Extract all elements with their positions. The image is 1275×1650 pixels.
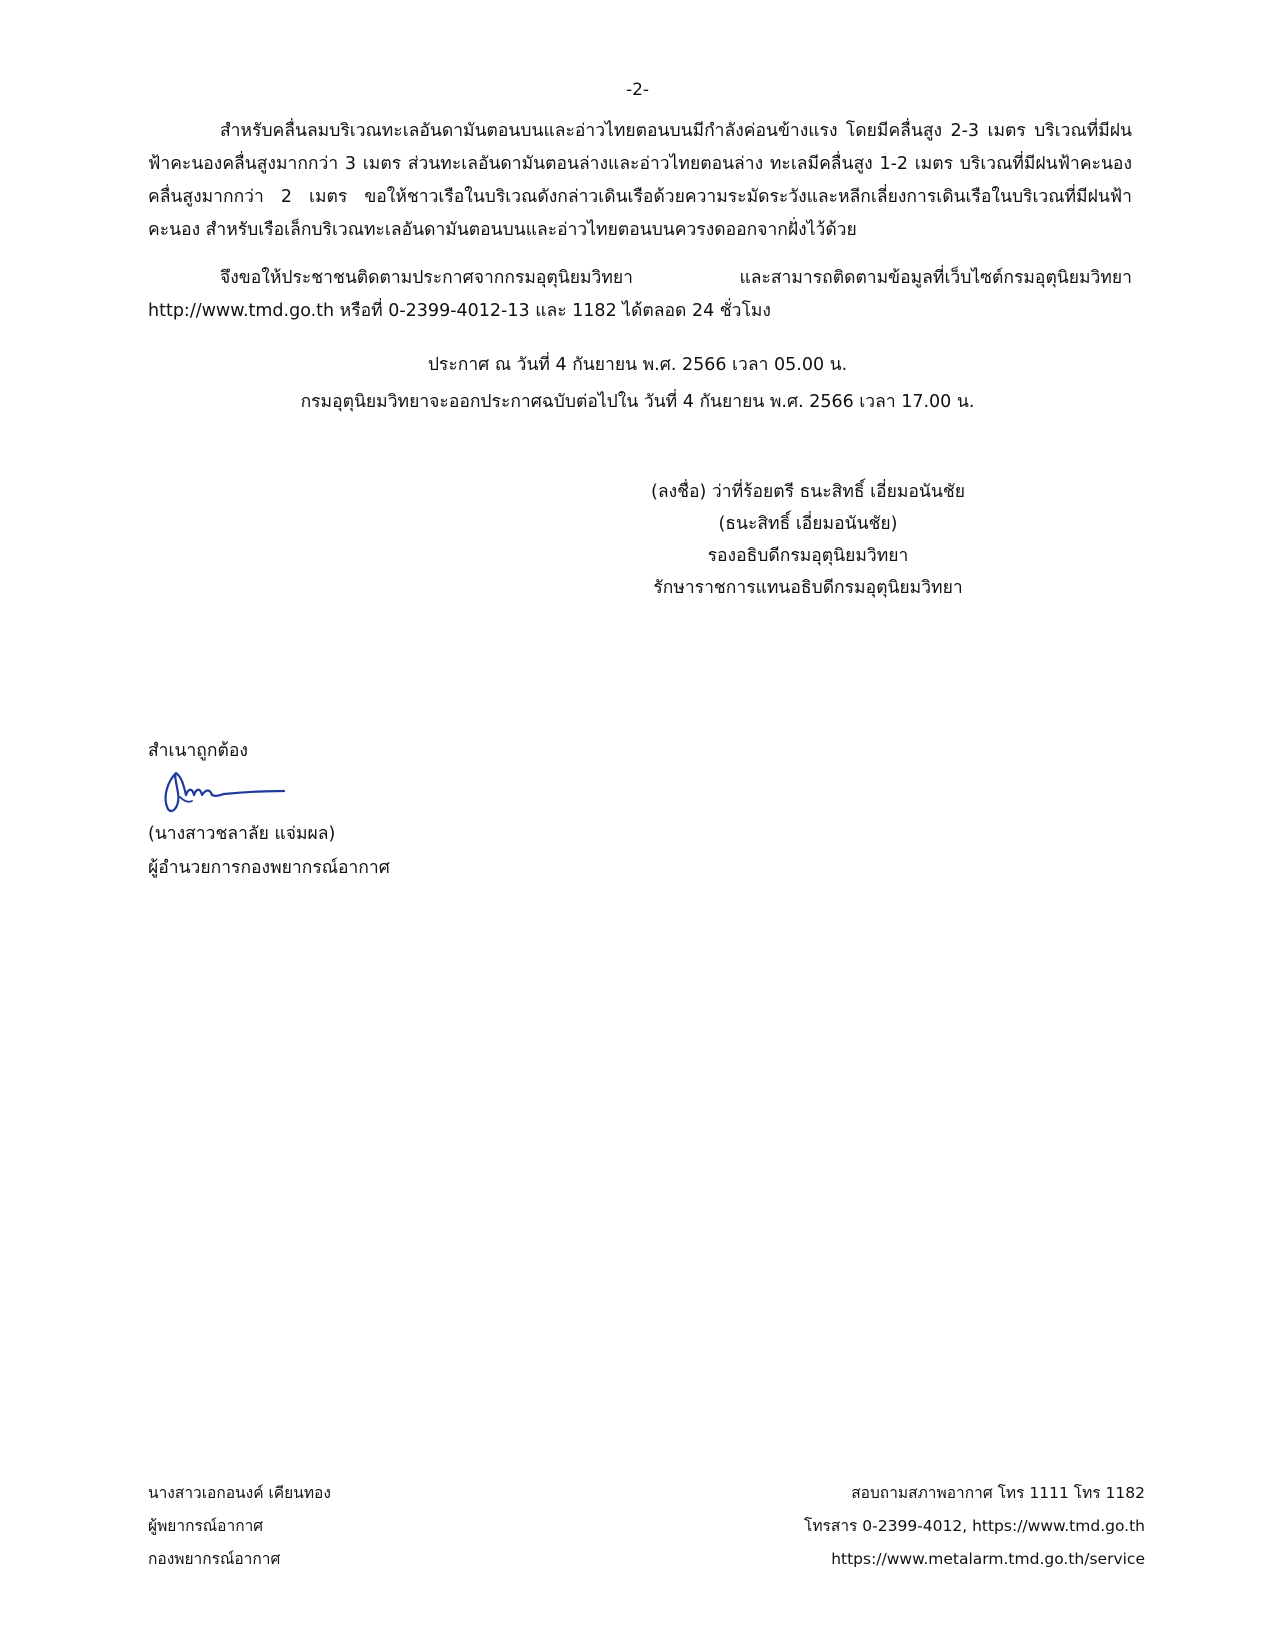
signatory-block (640, 476, 976, 604)
signatory-acting-position: รักษาราชการแทนอธิบดีกรมอุตุนิยมวิทยา (653, 578, 963, 598)
signatory-name: (ธนะสิทธิ์ เอี่ยมอนันชัย) (718, 514, 898, 534)
inquiry-phone-line: สอบถามสภาพอากาศ โทร 1111 โทร 1182 (851, 1484, 1145, 1502)
forecaster-name: นางสาวเอกอนงค์ เคียนทอง (148, 1484, 331, 1502)
handwritten-signature-icon (154, 767, 294, 815)
page-number: -2- (625, 80, 650, 100)
signatory-position: รองอธิบดีกรมอุตุนิยมวิทยา (707, 546, 909, 566)
certifier-position: ผู้อำนวยการกองพยากรณ์อากาศ (148, 858, 390, 878)
certifier-name: (นางสาวชลาลัย แจ่มผล) (148, 824, 336, 844)
next-announcement-line: กรมอุตุนิยมวิทยาจะออกประกาศฉบับต่อไปใน วันที่ 4 กันยายน พ.ศ. 2566 เวลา 17.00 น. (300, 392, 975, 412)
service-url-line: https://www.metalarm.tmd.go.th/service (831, 1550, 1145, 1568)
fax-website-line: โทรสาร 0-2399-4012, https://www.tmd.go.th (804, 1517, 1145, 1535)
forecaster-role: ผู้พยากรณ์อากาศ (148, 1517, 264, 1535)
certified-copy-label: สำเนาถูกต้อง (148, 741, 248, 761)
footer-forecaster-block (148, 1477, 331, 1576)
footer-contact-block (804, 1477, 1145, 1576)
body-paragraph-follow-updates: จึงขอให้ประชาชนติดตามประกาศจากกรมอุตุนิยมวิทยา และสามารถติดตามข้อมูลที่เว็บไซต์กรมอุตุนิยมวิทยา http://www.tmd.go.th หรือที่ 0-2399-4012-13 และ 1182 ได้ตลอด 24 ชั่วโมง (148, 268, 1132, 321)
signed-by-line: (ลงชื่อ) ว่าที่ร้อยตรี ธนะสิทธิ์ เอี่ยมอนันชัย (651, 482, 965, 502)
certified-copy-block (148, 735, 390, 885)
forecaster-division: กองพยากรณ์อากาศ (148, 1550, 281, 1568)
issued-date-line: ประกาศ ณ วันที่ 4 กันยายน พ.ศ. 2566 เวลา 05.00 น. (427, 355, 848, 375)
body-paragraph-wave-conditions: สำหรับคลื่นลมบริเวณทะเลอันดามันตอนบนและอ่าวไทยตอนบนมีกำลังค่อนข้างแรง โดยมีคลื่นสูง 2-3 เมตร บริเวณที่มีฝนฟ้าคะนองคลื่นสูงมากกว่า 3 เมตร ส่วนทะเลอันดามันตอนล่างและอ่าวไทยตอนล่าง ทะเลมีคลื่นสูง 1-2 เมตร บริเวณที่มีฝนฟ้าคะนองคลื่นสูงมากกว่า 2 เมตร ขอให้ชาวเรือในบริเวณดังกล่าวเดินเรือด้วยความระมัดระวังและหลีกเลี่ยงการเดินเรือในบริเวณที่มีฝนฟ้าคะนอง สำหรับเรือเล็กบริเวณทะเลอันดามันตอนบนและอ่าวไทยตอนบนควรงดออกจากฝั่งไว้ด้วย (148, 121, 1132, 240)
